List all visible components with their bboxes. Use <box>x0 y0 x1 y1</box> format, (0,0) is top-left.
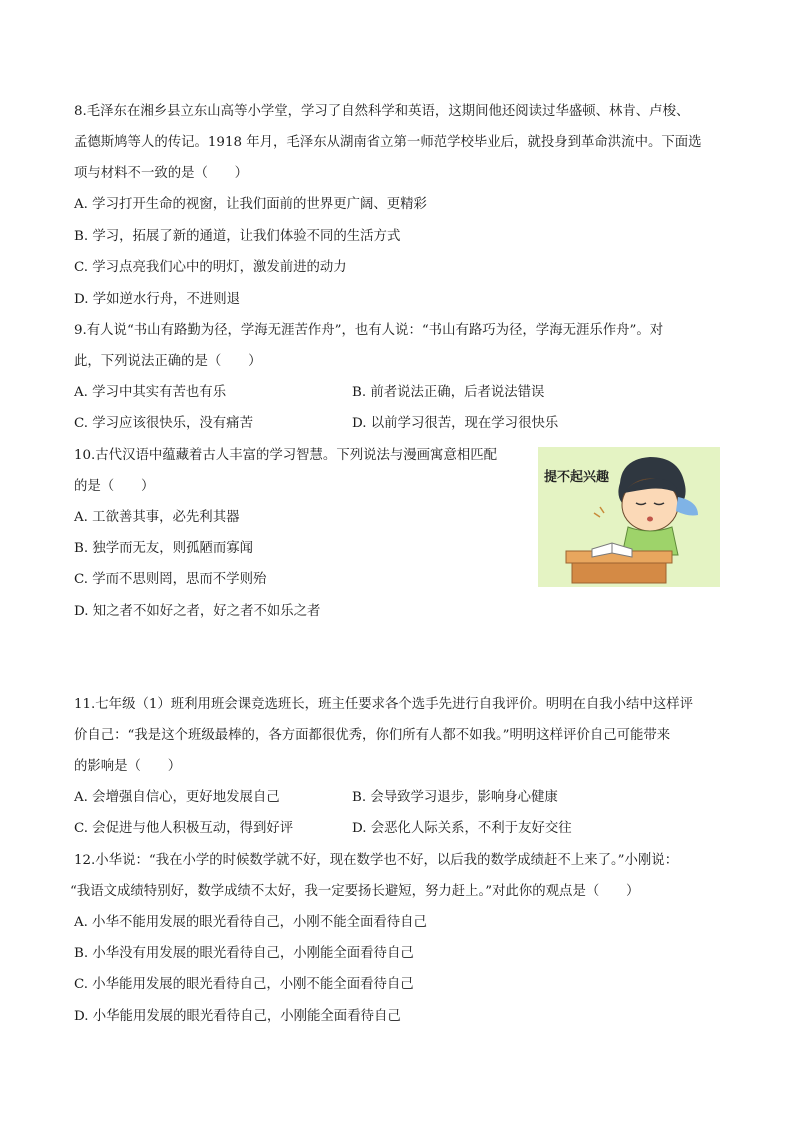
q10-stem-line-2: 的是（ ） <box>74 479 155 494</box>
q8-option-b: B. 学习，拓展了新的通道，让我们体验不同的生活方式 <box>74 229 401 244</box>
q12-option-a: A. 小华不能用发展的眼光看待自己，小刚不能全面看待自己 <box>74 915 427 930</box>
q11-stem-line-3: 的影响是（ ） <box>74 759 182 774</box>
q10-option-b: B. 独学而无友，则孤陋而寡闻 <box>74 541 254 556</box>
q8-option-d: D. 学如逆水行舟，不进则退 <box>74 292 241 307</box>
q11-option-c: C. 会促进与他人积极互动，得到好评 <box>74 821 294 836</box>
q9-option-c: C. 学习应该很快乐，没有痛苦 <box>74 416 253 431</box>
q10-stem-line-1: 10.古代汉语中蕴藏着古人丰富的学习智慧。下列说法与漫画寓意相匹配 <box>74 448 498 463</box>
q9-stem-line-2: 此，下列说法正确的是（ ） <box>74 354 262 369</box>
cartoon-label: 提不起兴趣 <box>544 470 610 485</box>
q11-option-b: B. 会导致学习退步，影响身心健康 <box>352 790 558 805</box>
q10-option-d: D. 知之者不如好之者，好之者不如乐之者 <box>74 604 321 619</box>
q9-option-d: D. 以前学习很苦，现在学习很快乐 <box>352 416 559 431</box>
q8-option-c: C. 学习点亮我们心中的明灯，激发前进的动力 <box>74 260 347 275</box>
q9-option-a: A. 学习中其实有苦也有乐 <box>74 385 227 400</box>
q8-stem-line-1: 8.毛泽东在湘乡县立东山高等小学堂，学习了自然科学和英语，这期间他还阅读过华盛顿、林肯、卢梭、 <box>74 104 690 119</box>
q8-stem-line-2: 孟德斯鸠等人的传记。1918 年月，毛泽东从湖南省立第一师范学校毕业后，就投身到革命洪流中。下面选 <box>74 135 702 150</box>
q10-option-a: A. 工欲善其事，必先利其器 <box>74 510 240 525</box>
q10-option-c: C. 学而不思则罔，思而不学则殆 <box>74 572 267 587</box>
q12-option-c: C. 小华能用发展的眼光看待自己，小刚不能全面看待自己 <box>74 977 414 992</box>
q8-stem-line-3: 项与材料不一致的是（ ） <box>74 166 249 181</box>
q9-option-b: B. 前者说法正确，后者说法错误 <box>352 385 545 400</box>
q12-option-d: D. 小华能用发展的眼光看待自己，小刚能全面看待自己 <box>74 1009 401 1024</box>
q8-option-a: A. 学习打开生命的视窗，让我们面前的世界更广阔、更精彩 <box>74 197 427 212</box>
cartoon-illustration <box>538 447 720 587</box>
q11-stem-line-1: 11.七年级（1）班利用班会课竞选班长，班主任要求各个选手先进行自我评价。明明在自我小结中这样评 <box>74 697 693 712</box>
desk-front <box>572 563 666 583</box>
boy-mouth <box>647 517 653 522</box>
q11-option-d: D. 会恶化人际关系，不利于友好交往 <box>352 821 572 836</box>
q12-stem-line-2: “我语文成绩特别好，数学成绩不太好，我一定要扬长避短，努力赶上。”对此你的观点是（ ） <box>70 884 640 899</box>
q11-option-a: A. 会增强自信心，更好地发展自己 <box>74 790 280 805</box>
q12-stem-line-1: 12.小华说：“我在小学的时候数学就不好，现在数学也不好，以后我的数学成绩赶不上来了。”小刚说： <box>74 853 679 868</box>
q11-stem-line-2: 价自己：“我是这个班级最棒的，各方面都很优秀，你们所有人都不如我。”明明这样评价自己可能带来 <box>74 728 671 743</box>
q9-stem-line-1: 9.有人说“书山有路勤为径，学海无涯苦作舟”，也有人说：“书山有路巧为径，学海无涯乐作舟”。对 <box>74 323 664 338</box>
q12-option-b: B. 小华没有用发展的眼光看待自己，小刚能全面看待自己 <box>74 946 414 961</box>
